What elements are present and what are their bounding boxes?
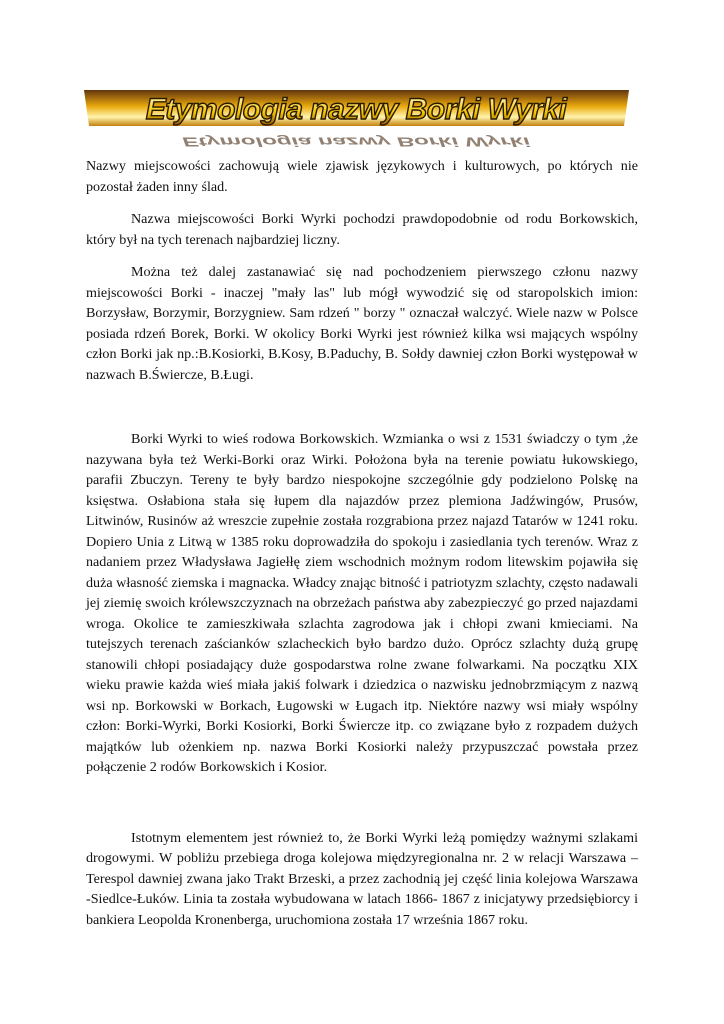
title-wordart [84,86,629,150]
paragraph-roads-railway: Istotnym elementem jest również to, że Borki Wyrki leżą pomiędzy ważnymi szlakami drogowymi. W pobliżu przebiega droga kolejowa międzyregionalna nr. 2 w relacji Warszawa – Terespol dawniej zwana jako Trakt Brzeski, a przez zachodnią jej część linia kolejowa Warszawa -Siedlce-Łuków. Linia ta została wybudowana w latach 1866- 1867 z inicjatywy przedsiębiorcy i bankiera Leopolda Kronenberga, uruchomiona została 17 września 1867 roku. [86,829,638,928]
paragraph-intro: Nazwy miejscowości zachowują wiele zjawisk językowych i kulturowych, po których nie pozostał żaden inny ślad. [86,158,638,195]
page-title: Etymologia nazwy Borki Wyrki [145,93,567,126]
paragraph-root-borki: Można też dalej zastanawiać się nad pochodzeniem pierwszego członu nazwy miejscowości Borki - inaczej "mały las" lub mógł wywodzić się od staropolskich imion: Borzysław, Borzymir, Borzygniew. Sam rdzeń " borzy " oznaczał walczyć. Wiele nazw w Polsce posiada rdzeń Borek, Borki. W okolicy Borki Wyrki jest również kilka wsi mających wspólny człon Borki jak np.:B.Kosiorki, B.Kosy, B.Paduchy, B. Sołdy dawniej człon Borki występował w nazwach B.Świercze, B.Ługi. [86,264,638,383]
paragraph-history: Borki Wyrki to wieś rodowa Borkowskich. Wzmianka o wsi z 1531 świadczy o tym ,że nazywana była też Werki-Borki oraz Wirki. Położona była na terenie powiatu łukowskiego, parafii Zbuczyn. Tereny te były bardzo niespokojne szczególnie gdy podzielono Polskę na księstwa. Osłabiona stała się łupem dla najazdów przez plemiona Jadźwingów, Prusów, Litwinów, Rusinów aż wreszcie zupełnie została rozgrabiona przez najazd Tatarów w 1241 roku. Dopiero Unia z Litwą w 1385 roku doprowadziła do spokoju i zasiedlania tych terenów. Wraz z nadaniem przez Władysława Jagiełłę ziem wschodnich możnym rodom litewskim pojawiła się duża własność ziemska i magnacka. Władcy znając bitność i patriotyzm szlachty, często nadawali jej ziemię swoich królewszczyznach na obrzeżach państwa aby zabezpieczyć go przed najazdami wroga. Okolice te zamieszkiwała szlachta zagrodowa jak i chłopi zwani kmieciami. Na tutejszych terenach zaścianków szlacheckich było bardzo dużo. Oprócz szlachty dużą grupę stanowili chłopi posiadający duże gospodarstwa rolne zwane folwarkami. Na początku XIX wieku prawie każda wieś miała jakiś folwark i dziedzica o nazwisku jednobrzmiącym z nazwą wsi np. Borkowski w Borkach, Ługowski w Ługach itp. Niektóre nazwy wsi miały wspólny człon: Borki-Wyrki, Borki Kosiorki, Borki Świercze itp. co związane było z rozpadem dużych majątków lub ożenkiem np. nazwa Borki Kosiorki należy przypuszczać powstała przez połączenie 2 rodów Borkowskich i Kosior. [86,431,638,775]
wordart-reflection: Etymologia nazwy Borki Wyrki [182,134,530,150]
paragraph-name-origin: Nazwa miejscowości Borki Wyrki pochodzi prawdopodobnie od rodu Borkowskich, który był na tych terenach najbardziej liczny. [86,211,638,248]
document-body [86,156,638,930]
wordart-graphic [84,86,629,150]
